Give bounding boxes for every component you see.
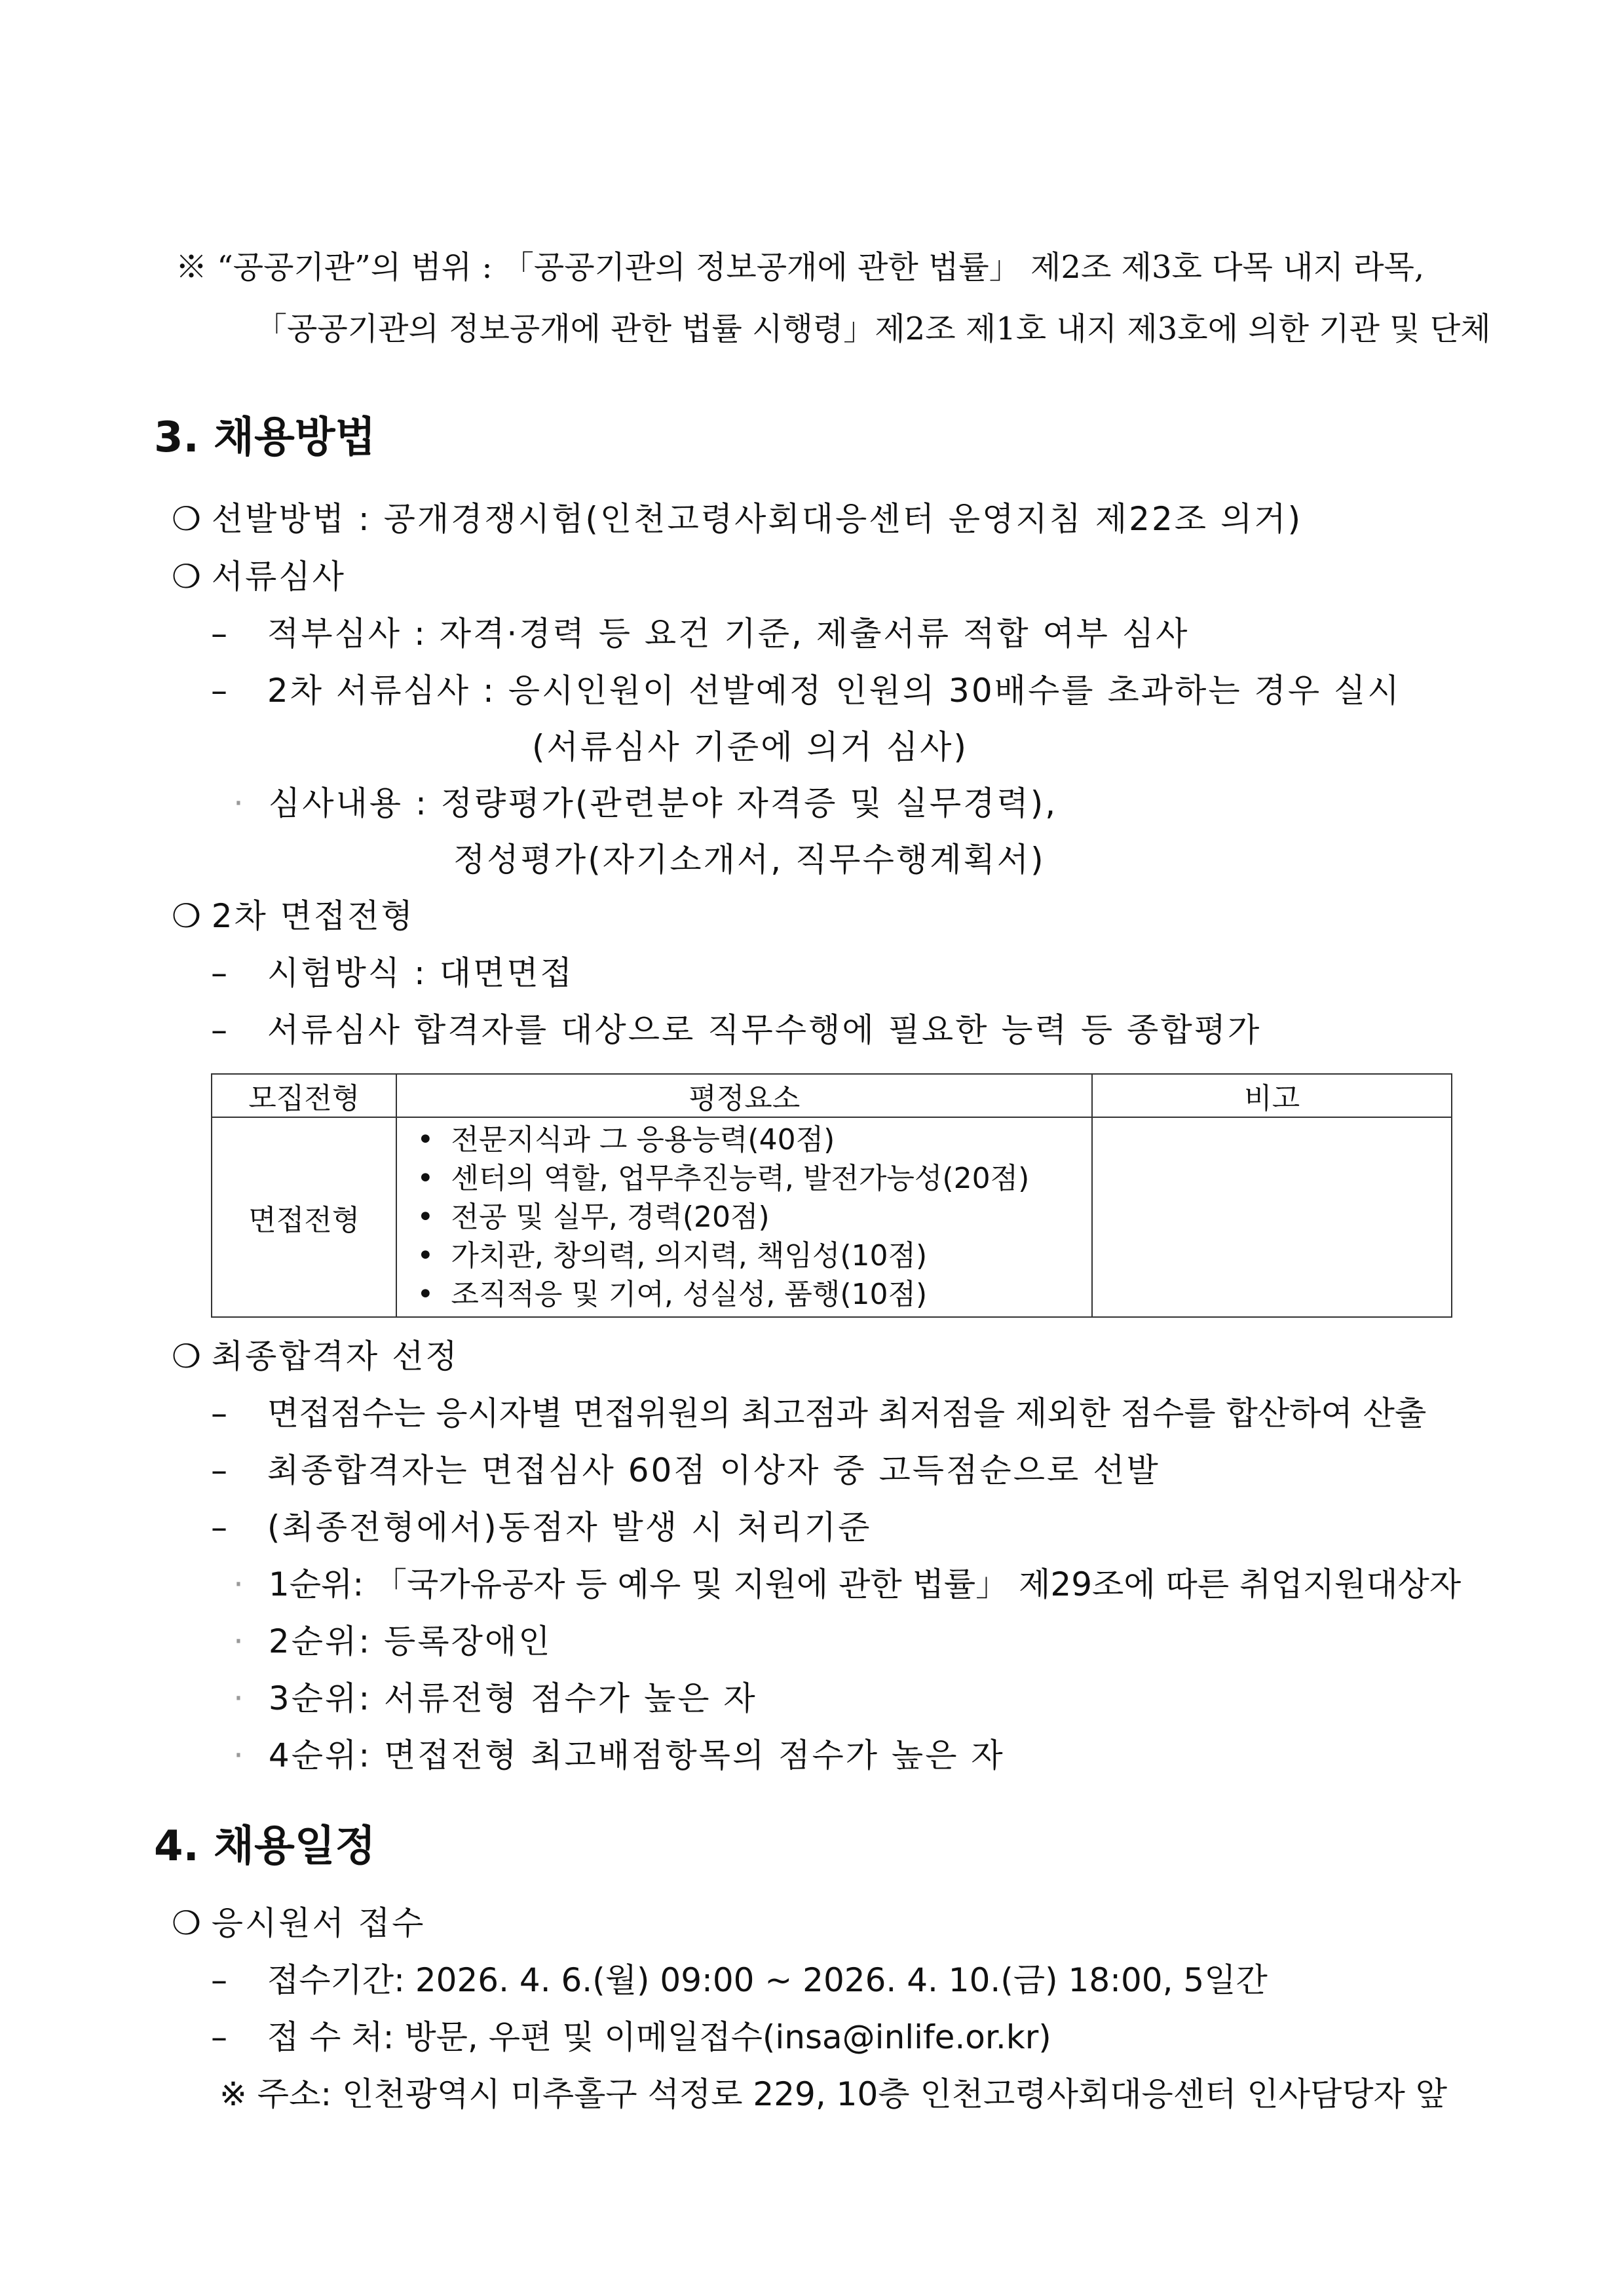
selection-method: ❍ 선발방법 : 공개경쟁시험(인천고령사회대응센터 운영지침 제22조 의거) bbox=[172, 500, 1303, 538]
interview-item-2: – 서류심사 합격자를 대상으로 직무수행에 필요한 능력 등 종합평가 bbox=[211, 1011, 1262, 1049]
circle-bullet-icon: ❍ bbox=[172, 558, 201, 596]
final-item-3: – (최종전형에서)동점자 발생 시 처리기준 bbox=[211, 1508, 872, 1546]
table-header-row bbox=[212, 1074, 1452, 1117]
table-cell-category: 면접전형 bbox=[212, 1117, 396, 1317]
dot-icon: · bbox=[233, 1736, 244, 1774]
dash-icon: – bbox=[211, 1011, 227, 1049]
tie-rank-1: · 1순위: 「국가유공자 등 예우 및 지원에 관한 법률」 제29조에 따른 취업지원대상자 bbox=[233, 1565, 1462, 1603]
tie-rank-2: · 2순위: 등록장애인 bbox=[233, 1622, 552, 1660]
dash-icon: – bbox=[211, 1508, 227, 1546]
doc-review-item-1: – 적부심사 : 자격·경력 등 요건 기준, 제출서류 적합 여부 심사 bbox=[211, 615, 1190, 653]
review-content-line-1: · 심사내용 : 정량평가(관련분야 자격증 및 실무경력), bbox=[233, 784, 1058, 822]
doc-review-title: ❍ 서류심사 bbox=[172, 558, 346, 596]
dash-icon: – bbox=[211, 1394, 227, 1432]
final-title: ❍ 최종합격자 선정 bbox=[172, 1337, 459, 1375]
list-item: • 전문지식과 그 응용능력(40점) bbox=[417, 1120, 1085, 1159]
table-cell-elements bbox=[396, 1117, 1092, 1317]
dash-icon: – bbox=[211, 1451, 227, 1489]
dash-icon: – bbox=[211, 615, 227, 653]
table-header-category: 모집전형 bbox=[212, 1074, 396, 1117]
application-place: – 접 수 처: 방문, 우편 및 이메일접수(insa@inlife.or.kr) bbox=[211, 2018, 1051, 2056]
application-title: ❍ 응시원서 접수 bbox=[172, 1904, 426, 1942]
dot-icon: · bbox=[233, 1679, 244, 1717]
note-line-1: ※ “공공기관”의 범위 : 「공공기관의 정보공개에 관한 법률」 제2조 제3호 다목 내지 라목, bbox=[176, 249, 1425, 286]
section-3-heading: 3. 채용방법 bbox=[154, 413, 376, 462]
tie-rank-3: · 3순위: 서류전형 점수가 높은 자 bbox=[233, 1679, 757, 1717]
table-cell-remark bbox=[1092, 1117, 1452, 1317]
application-period: – 접수기간: 2026. 4. 6.(월) 09:00 ~ 2026. 4. 10.(금) 18:00, 5일간 bbox=[211, 1961, 1268, 1999]
note-line-2: 「공공기관의 정보공개에 관한 법률 시행령」제2조 제1호 내지 제3호에 의한 기관 및 단체 bbox=[255, 311, 1491, 347]
dot-icon: · bbox=[233, 784, 244, 822]
dot-icon: · bbox=[233, 1565, 244, 1603]
circle-bullet-icon: ❍ bbox=[172, 897, 201, 935]
bullet-icon: • bbox=[417, 1200, 434, 1234]
table-header-elements: 평정요소 bbox=[396, 1074, 1092, 1117]
list-item: • 가치관, 창의력, 의지력, 책임성(10점) bbox=[417, 1236, 1085, 1275]
dash-icon: – bbox=[211, 954, 227, 992]
circle-bullet-icon: ❍ bbox=[172, 1904, 201, 1942]
doc-review-item-2: – 2차 서류심사 : 응시인원이 선발예정 인원의 30배수를 초과하는 경우 실시 bbox=[211, 672, 1401, 710]
table-row bbox=[212, 1117, 1452, 1317]
bullet-icon: • bbox=[417, 1239, 434, 1272]
evaluation-table bbox=[211, 1073, 1452, 1318]
doc-review-item-2-cont: (서류심사 기준에 의거 심사) bbox=[532, 728, 968, 766]
bullet-icon: • bbox=[417, 1278, 434, 1311]
dash-icon: – bbox=[211, 2018, 227, 2056]
interview-item-1: – 시험방식 : 대면면접 bbox=[211, 954, 574, 992]
dot-icon: · bbox=[233, 1622, 244, 1660]
section-4-heading: 4. 채용일정 bbox=[154, 1822, 376, 1871]
circle-bullet-icon: ❍ bbox=[172, 500, 201, 538]
final-item-2: – 최종합격자는 면접심사 60점 이상자 중 고득점순으로 선발 bbox=[211, 1451, 1160, 1489]
bullet-icon: • bbox=[417, 1162, 434, 1195]
dash-icon: – bbox=[211, 672, 227, 710]
list-item: • 센터의 역할, 업무추진능력, 발전가능성(20점) bbox=[417, 1159, 1085, 1198]
bullet-icon: • bbox=[417, 1123, 434, 1157]
table-header-remark: 비고 bbox=[1092, 1074, 1452, 1117]
circle-bullet-icon: ❍ bbox=[172, 1337, 201, 1375]
interview-title: ❍ 2차 면접전형 bbox=[172, 897, 415, 935]
final-item-1: – 면접점수는 응시자별 면접위원의 최고점과 최저점을 제외한 점수를 합산하여 산출 bbox=[211, 1394, 1427, 1432]
tie-rank-4: · 4순위: 면접전형 최고배점항목의 점수가 높은 자 bbox=[233, 1736, 1005, 1774]
list-item: • 전공 및 실무, 경력(20점) bbox=[417, 1198, 1085, 1236]
dash-icon: – bbox=[211, 1961, 227, 1999]
review-content-line-2: 정성평가(자기소개서, 직무수행계획서) bbox=[453, 841, 1046, 879]
application-address: ※ 주소: 인천광역시 미추홀구 석정로 229, 10층 인천고령사회대응센터 인사담당자 앞 bbox=[219, 2075, 1448, 2113]
list-item: • 조직적응 및 기여, 성실성, 품행(10점) bbox=[417, 1275, 1085, 1314]
